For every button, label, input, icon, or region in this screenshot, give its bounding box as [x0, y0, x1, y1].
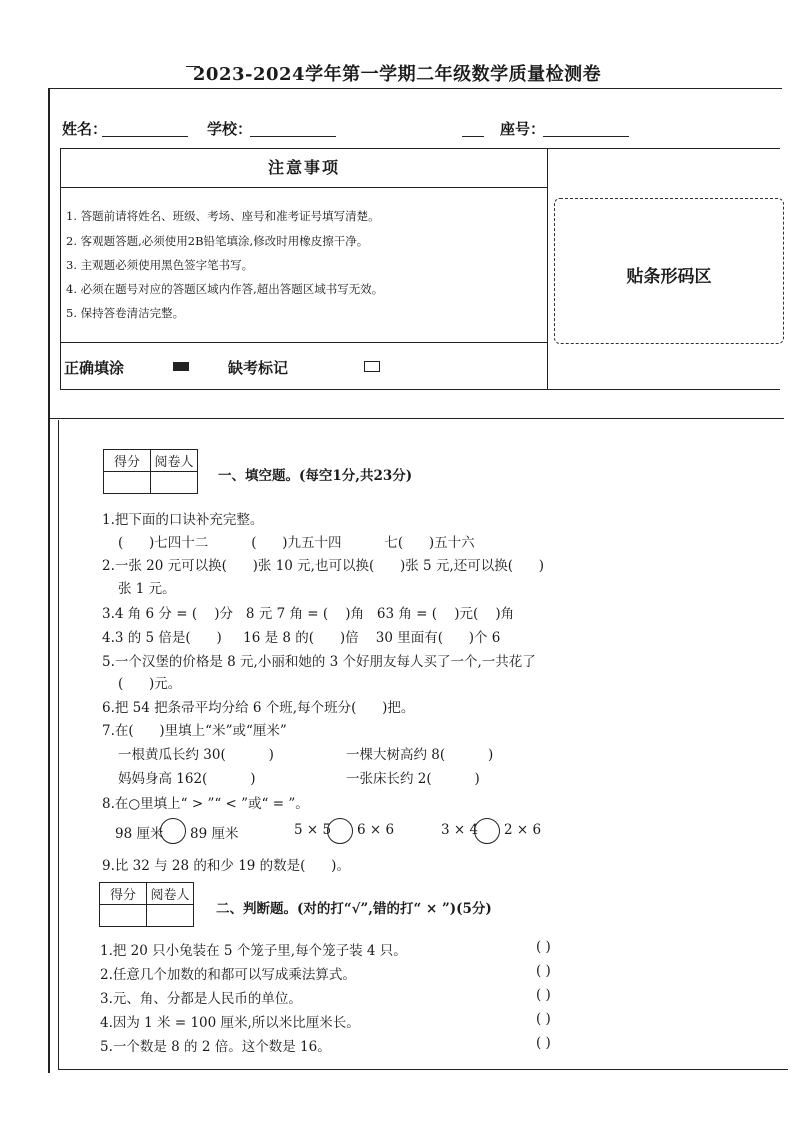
notice-title: 注意事项	[60, 148, 548, 188]
question-text: 7.在( )里填上“米”或“厘米”	[102, 723, 287, 739]
filled-mark-sample	[173, 362, 189, 371]
school-label: 学校：	[207, 120, 253, 138]
compare-right: 89 厘米	[190, 826, 239, 842]
compare-right: 6 × 6	[357, 822, 395, 838]
section2-heading: 二、判断题。(对的打“√”,错的打“ × ”)(5分)	[216, 901, 492, 917]
page-title: 2023-2024学年第一学期二年级数学质量检测卷	[192, 64, 602, 85]
compare-circle[interactable]	[474, 818, 500, 844]
score-header: 得分	[104, 450, 151, 472]
grader-header: 阅卷人	[147, 883, 194, 905]
grader-cell[interactable]	[147, 905, 194, 927]
score-header: 得分	[100, 883, 147, 905]
score-cell[interactable]	[104, 472, 151, 494]
question-text: ( )元。	[118, 676, 182, 692]
compare-circle[interactable]	[160, 818, 186, 844]
class-field[interactable]	[462, 136, 484, 137]
question-text: 一根黄瓜长约 30( )	[118, 747, 274, 763]
section1-heading: 一、填空题。(每空1分,共23分)	[218, 468, 413, 484]
correct-fill-label: 正确填涂	[64, 359, 125, 377]
judge-item: 2.任意几个加数的和都可以写成乘法算式。	[100, 967, 356, 983]
question-text: 妈妈身高 162( )	[118, 771, 256, 787]
judge-item: 3.元、角、分都是人民币的单位。	[100, 991, 302, 1007]
notice-rule: 5. 保持答卷清洁完整。	[66, 306, 185, 320]
question-text: 2.一张 20 元可以换( )张 10 元,也可以换( )张 5 元,还可以换( )	[102, 558, 544, 574]
notice-rule: 3. 主观题必须使用黑色签字笔书写。	[66, 258, 254, 272]
seat-label: 座号：	[500, 120, 546, 138]
answer-paren[interactable]: ( )	[536, 987, 551, 1003]
absent-mark-label: 缺考标记	[228, 359, 289, 377]
compare-right: 2 × 6	[504, 822, 542, 838]
header-rule	[48, 88, 782, 89]
compare-left: 3 × 4	[441, 822, 479, 838]
score-cell[interactable]	[100, 905, 147, 927]
judge-item: 4.因为 1 米 = 100 厘米,所以米比厘米长。	[100, 1015, 360, 1031]
absent-checkbox[interactable]	[364, 361, 380, 372]
seat-field[interactable]	[543, 136, 629, 137]
answer-paren[interactable]: ( )	[536, 1035, 551, 1051]
question-text: 4.3 的 5 倍是( ) 16 是 8 的( )倍 30 里面有( )个 6	[102, 630, 501, 646]
binding-line	[48, 88, 50, 1073]
score-table	[103, 449, 198, 494]
compare-circle[interactable]	[327, 818, 353, 844]
grader-cell[interactable]	[151, 472, 198, 494]
fill-row-divider	[60, 342, 548, 343]
question-text: 1.把下面的口诀补充完整。	[102, 512, 264, 528]
question-text: 一棵大树高约 8( )	[346, 747, 494, 763]
score-table	[99, 882, 194, 927]
name-label: 姓名：	[62, 120, 108, 138]
section-divider	[48, 418, 784, 419]
answer-paren[interactable]: ( )	[536, 963, 551, 979]
notice-rule: 1. 答题前请将姓名、班级、考场、座号和准考证号填写清楚。	[66, 209, 380, 223]
school-field[interactable]	[250, 136, 336, 137]
judge-item: 5.一个数是 8 的 2 倍。这个数是 16。	[100, 1039, 331, 1055]
question-text: 5.一个汉堡的价格是 8 元,小丽和她的 3 个好朋友每人买了一个,一共花了	[102, 654, 536, 670]
question-text: 9.比 32 与 28 的和少 19 的数是( )。	[102, 858, 350, 874]
question-text: 6.把 54 把条帚平均分给 6 个班,每个班分( )把。	[102, 700, 415, 716]
judge-item: 1.把 20 只小兔装在 5 个笼子里,每个笼子装 4 只。	[100, 943, 407, 959]
question-text: 张 1 元。	[118, 581, 176, 597]
notice-rule: 2. 客观题答题,必须使用2B铅笔填涂,修改时用橡皮擦干净。	[66, 234, 369, 248]
answer-paren[interactable]: ( )	[536, 939, 551, 955]
compare-left: 98 厘米	[115, 826, 164, 842]
answer-paren[interactable]: ( )	[536, 1011, 551, 1027]
question-text: 一张床长约 2( )	[346, 771, 480, 787]
name-field[interactable]	[102, 136, 188, 137]
grader-header: 阅卷人	[151, 450, 198, 472]
question-text: 3.4 角 6 分 = ( )分 8 元 7 角 = ( )角 63 角 = ( )元( )角	[102, 606, 515, 622]
question-text: 8.在○里填上“ > ”“ < ”或“ = ”。	[102, 796, 309, 812]
barcode-label: 贴条形码区	[626, 267, 712, 287]
question-text: ( )七四十二 ( )九五十四 七( )五十六	[118, 535, 475, 551]
notice-rule: 4. 必须在题号对应的答题区域内作答,超出答题区域书写无效。	[66, 282, 384, 296]
compare-left: 5 × 5	[294, 822, 332, 838]
